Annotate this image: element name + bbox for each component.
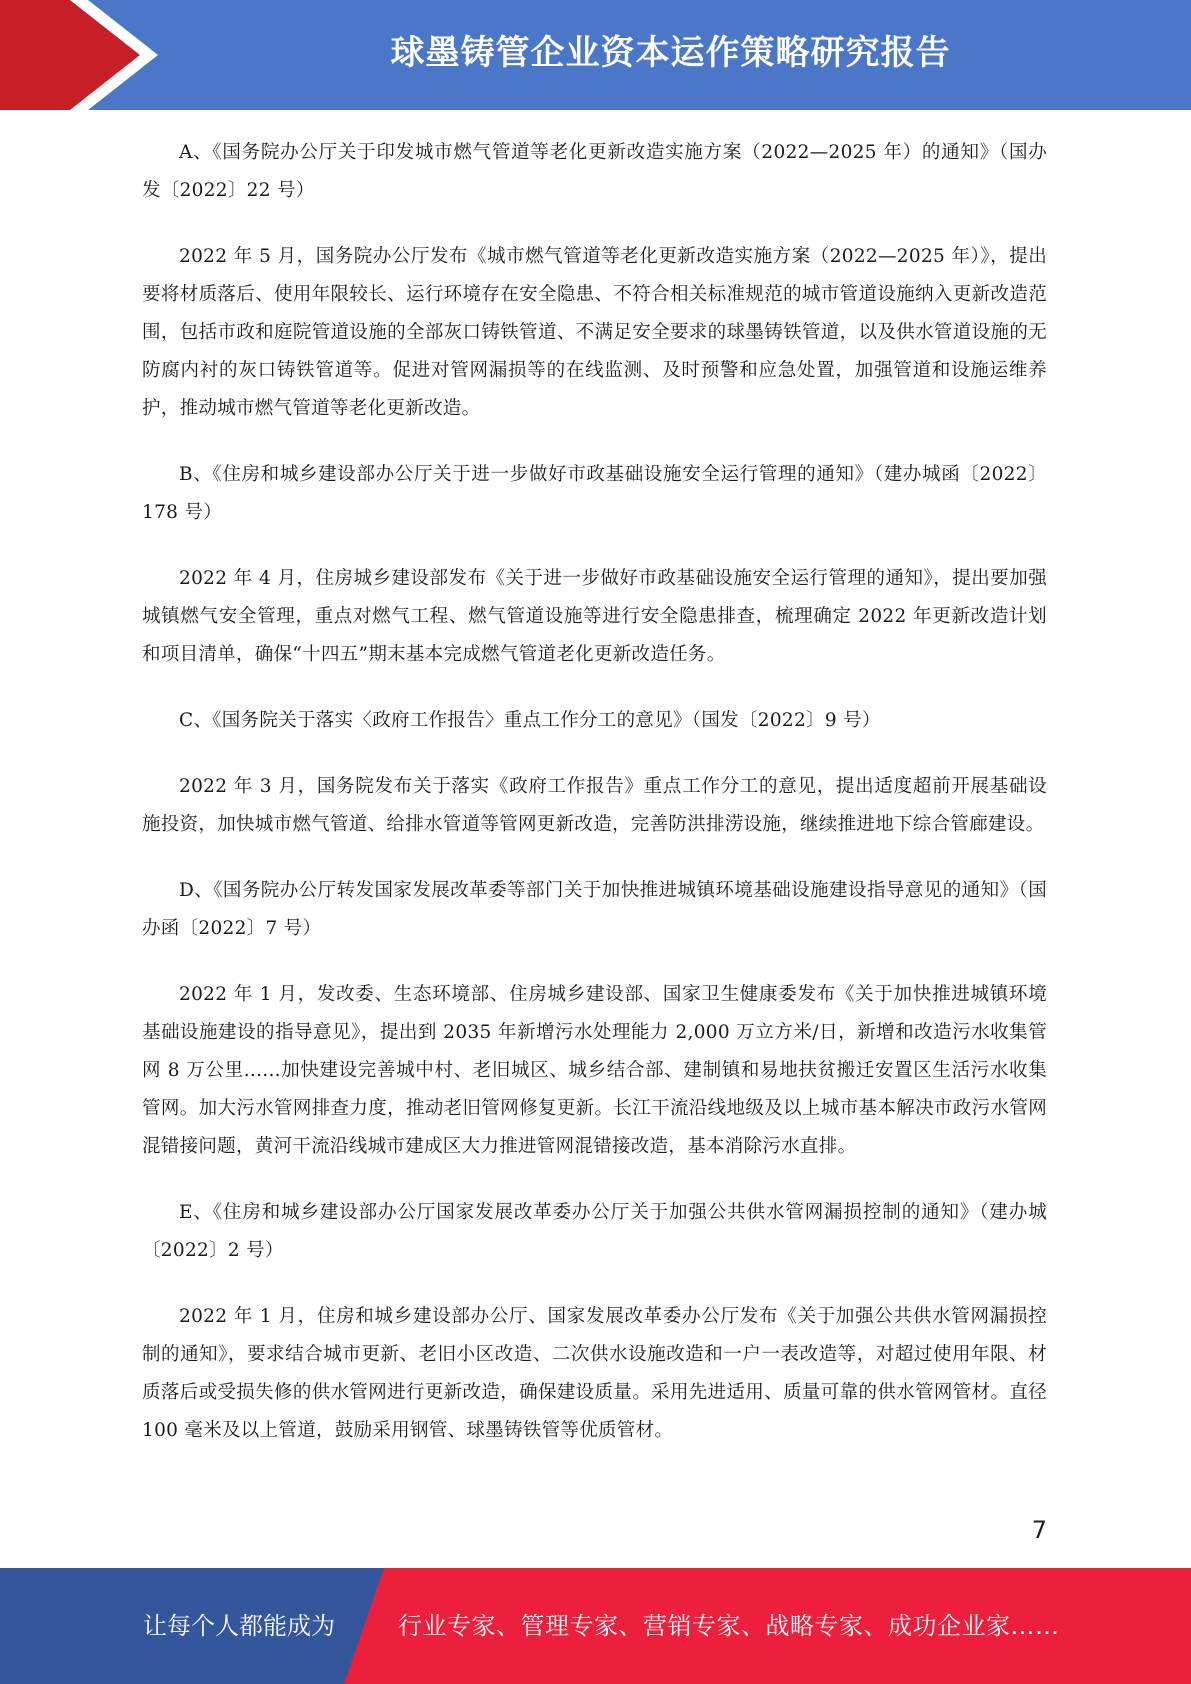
policy-heading-a: A、《国务院办公厅关于印发城市燃气管道等老化更新改造实施方案（2022—2025 年）的通知》（国办发〔2022〕22 号） bbox=[142, 142, 1047, 201]
policy-heading-c: C、《国务院关于落实〈政府工作报告〉重点工作分工的意见》（国发〔2022〕9 号） bbox=[179, 710, 881, 731]
footer-slogan-left: 让每个人都能成为 bbox=[143, 1612, 335, 1640]
document-body bbox=[142, 134, 1047, 1478]
report-title: 球墨铸管企业资本运作策略研究报告 bbox=[390, 33, 951, 73]
policy-summary-d: 2022 年 1 月，发改委、生态环境部、住房城乡建设部、国家卫生健康委发布《关于加快推进城镇环境基础设施建设的指导意见》，提出到 2035 年新增污水处理能力 2,000 万立方米/日，新增和改造污水收集管网 8 万公里......加快建设完善城中村、老旧城区、城乡结合部、建制镇和易地扶贫搬迁安置区生活污水收集管网。加大污水管网排查力度，推动老旧管网修复更新。长江干流沿线地级及以上城市基本解决市政污水管网混错接问题，黄河干流沿线城市建成区大力推进管网混错接改造，基本消除污水直排。 bbox=[142, 984, 1047, 1157]
footer-slogan-right: 行业专家、管理专家、营销专家、战略专家、成功企业家…… bbox=[398, 1612, 1060, 1640]
page-header bbox=[0, 0, 1191, 110]
policy-summary-b: 2022 年 4 月，住房城乡建设部发布《关于进一步做好市政基础设施安全运行管理的通知》，提出要加强城镇燃气安全管理，重点对燃气工程、燃气管道设施等进行安全隐患排查，梳理确定 2022 年更新改造计划和项目清单，确保“十四五”期末基本完成燃气管道老化更新改造任务。 bbox=[142, 568, 1047, 665]
header-arrow-decoration bbox=[0, 0, 160, 110]
policy-heading-b: B、《住房和城乡建设部办公厅关于进一步做好市政基础设施安全运行管理的通知》（建办城函〔2022〕178 号） bbox=[142, 464, 1047, 523]
page-number: 7 bbox=[1031, 1516, 1047, 1544]
policy-summary-a: 2022 年 5 月，国务院办公厅发布《城市燃气管道等老化更新改造实施方案（2022—2025 年）》，提出要将材质落后、使用年限较长、运行环境存在安全隐患、不符合相关标准规范的城市管道设施纳入更新改造范围，包括市政和庭院管道设施的全部灰口铸铁管道、不满足安全要求的球墨铸铁管道，以及供水管道设施的无防腐内衬的灰口铸铁管道等。促进对管网漏损等的在线监测、及时预警和应急处置，加强管道和设施运维养护，推动城市燃气管道等老化更新改造。 bbox=[142, 246, 1047, 419]
policy-summary-e: 2022 年 1 月，住房和城乡建设部办公厅、国家发展改革委办公厅发布《关于加强公共供水管网漏损控制的通知》，要求结合城市更新、老旧小区改造、二次供水设施改造和一户一表改造等，对超过使用年限、材质落后或受损失修的供水管网进行更新改造，确保建设质量。采用先进适用、质量可靠的供水管网管材。直径 100 毫米及以上管道，鼓励采用钢管、球墨铸铁管等优质管材。 bbox=[142, 1306, 1047, 1441]
policy-heading-e: E、《住房和城乡建设部办公厅国家发展改革委办公厅关于加强公共供水管网漏损控制的通知》（建办城〔2022〕2 号） bbox=[142, 1202, 1047, 1261]
policy-summary-c: 2022 年 3 月，国务院发布关于落实《政府工作报告》重点工作分工的意见，提出适度超前开展基础设施投资，加快城市燃气管道、给排水管道等管网更新改造，完善防洪排涝设施，继续推进地下综合管廊建设。 bbox=[142, 776, 1047, 835]
page-footer bbox=[0, 1568, 1191, 1684]
policy-heading-d: D、《国务院办公厅转发国家发展改革委等部门关于加快推进城镇环境基础设施建设指导意见的通知》（国办函〔2022〕7 号） bbox=[142, 880, 1047, 939]
